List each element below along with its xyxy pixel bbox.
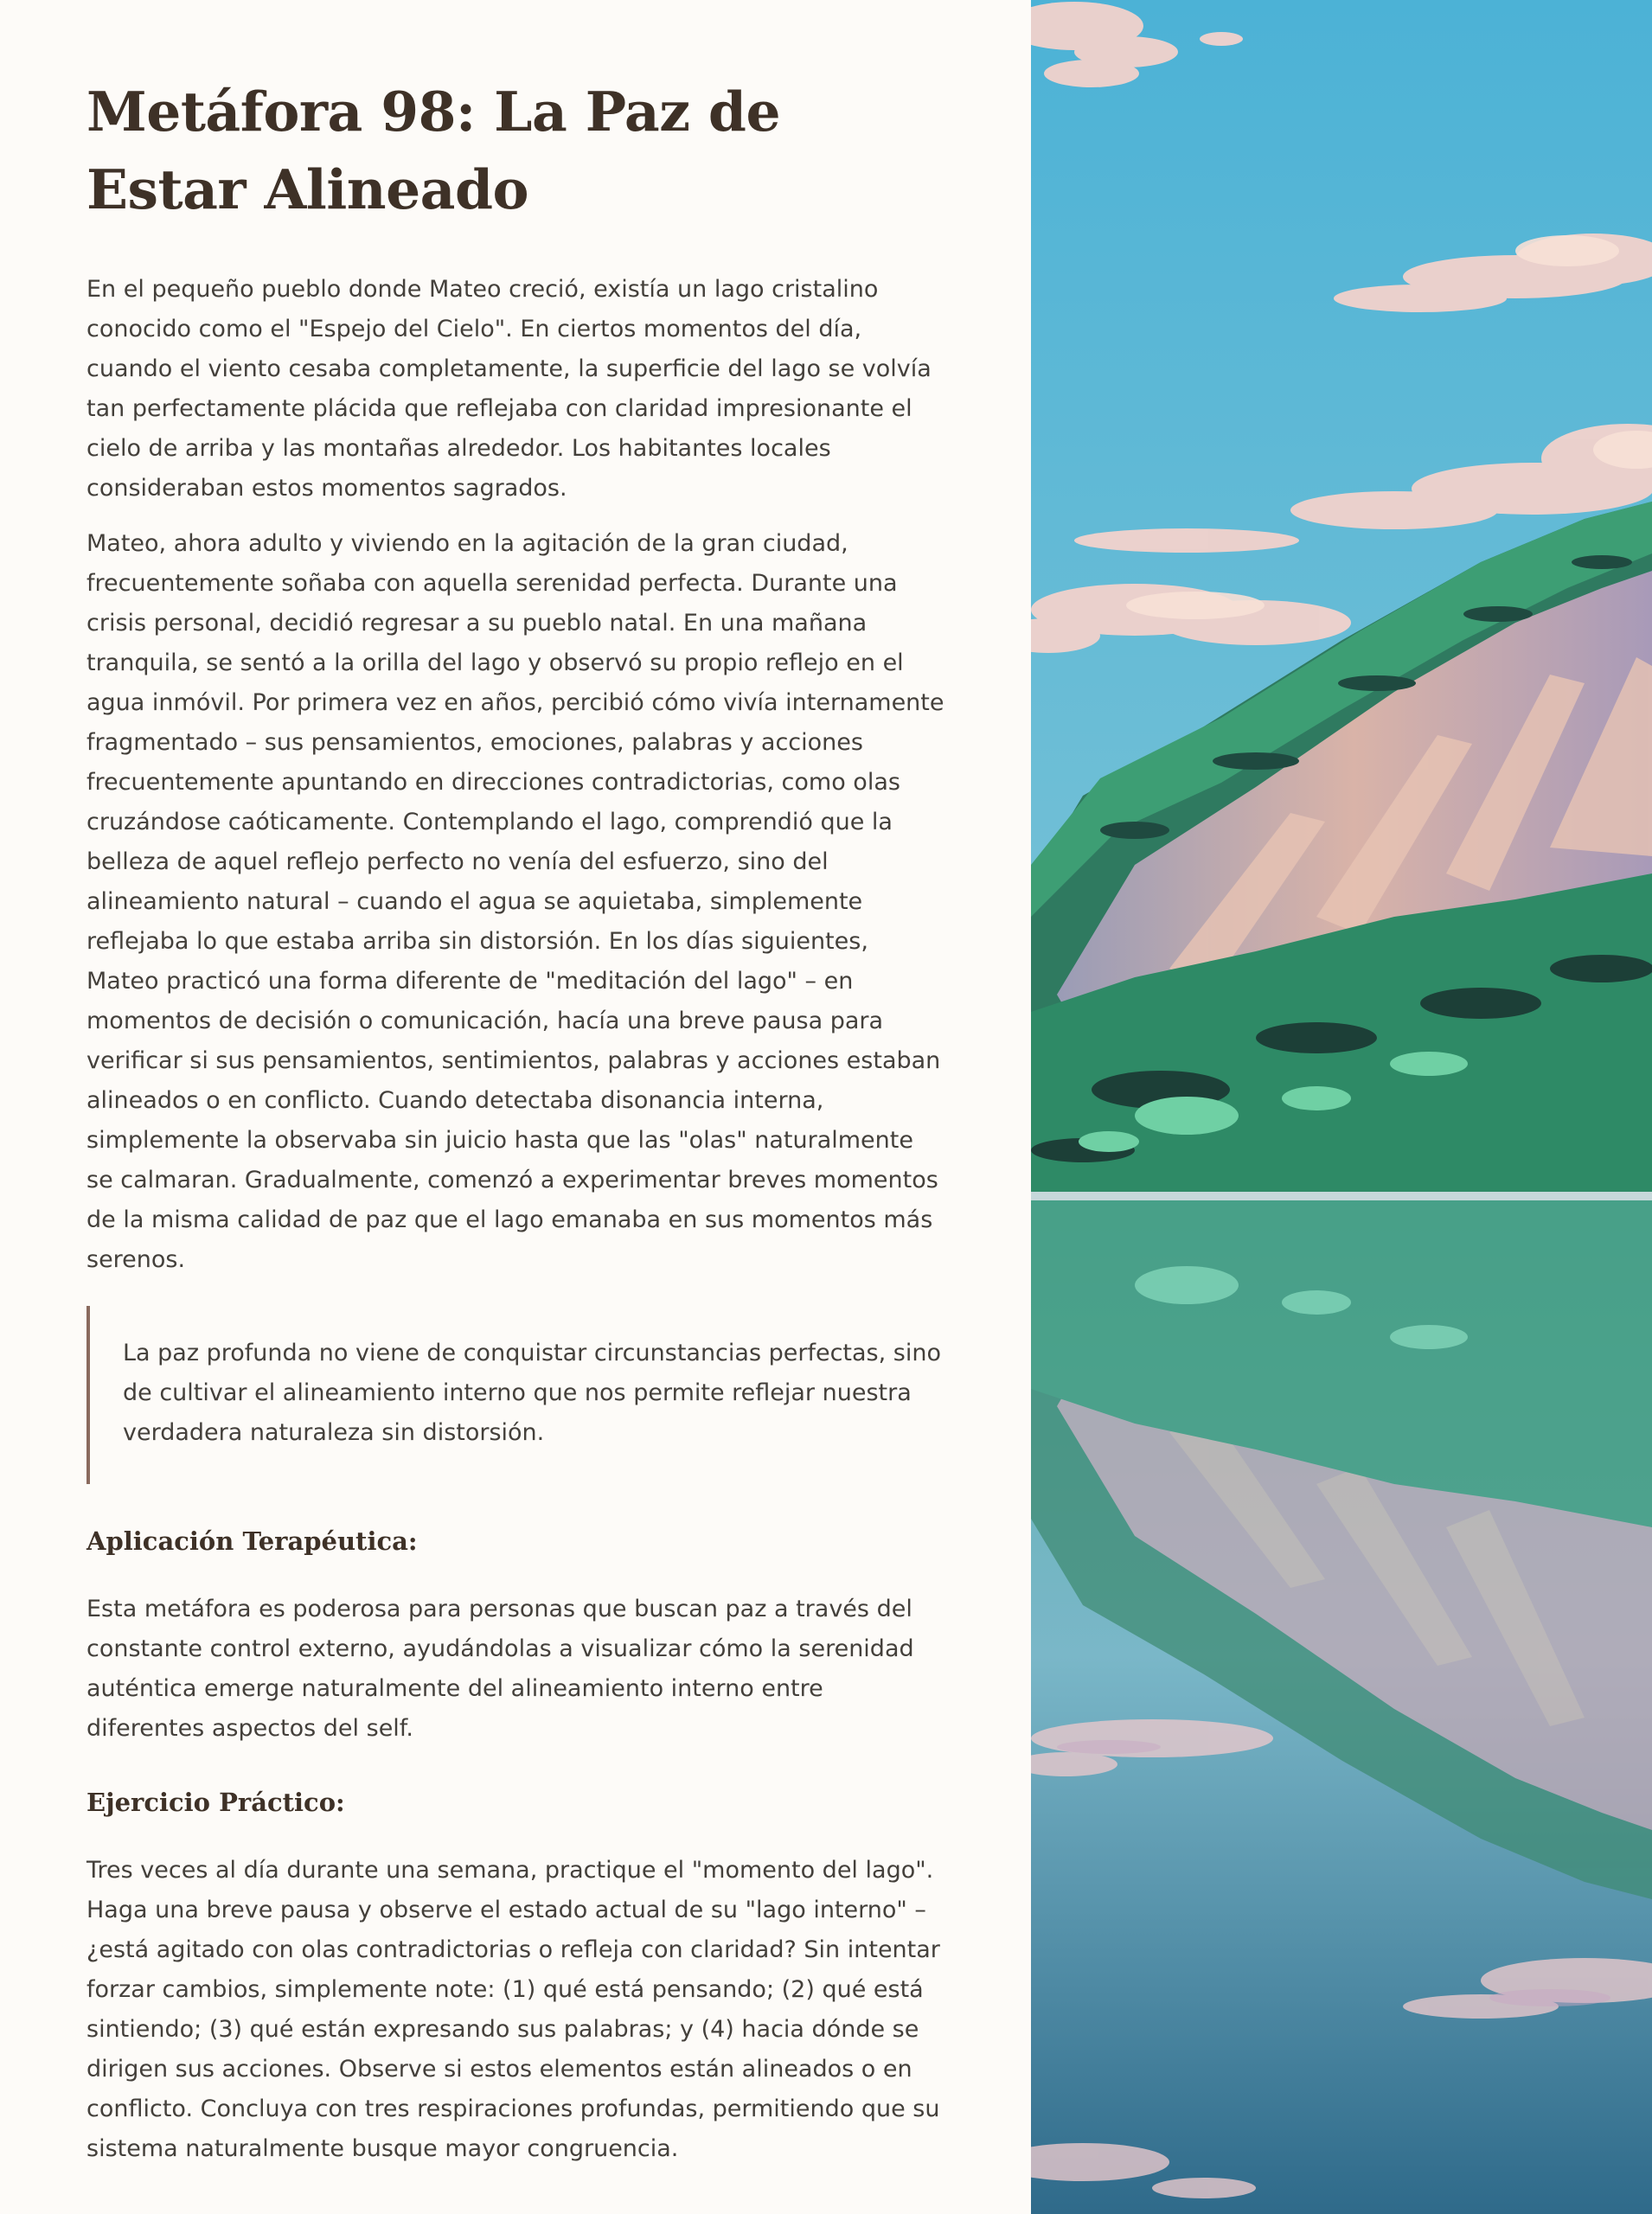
- lake-illustration: [1031, 0, 1652, 2214]
- exercise-heading: Ejercicio Práctico:: [86, 1788, 345, 1817]
- quote-text: La paz profunda no viene de conquistar circunstancias perfectas, sino de cultivar el alineamiento interno que nos permite reflejar nuestra verdadera naturaleza sin distorsión.: [123, 1340, 941, 1446]
- exercise-text: Tres veces al día durante una semana, practique el "momento del lago". Haga una breve pausa y observe el estado actual de su "lago interno" – ¿está agitado con olas contradictorias o refleja con claridad? Sin intentar forzar cambios, simplemente note: (1) qué está pensando; (2) qué está sintiendo; (3) qué están expresando sus palabras; y (4) hacia dónde se dirigen sus acciones. Observe si estos elementos están alineados o en conflicto. Concluya con tres respiraciones profundas, permitiendo que su sistema naturalmente busque mayor congruencia.: [86, 1857, 940, 2162]
- application-heading: Aplicación Terapéutica:: [86, 1526, 418, 1556]
- blockquote: [86, 1306, 944, 1484]
- application-text: Esta metáfora es poderosa para personas que buscan paz a través del constante control externo, ayudándolas a visualizar cómo la serenidad auténtica emerge naturalmente del alineamiento interno entre diferentes aspectos del self.: [86, 1596, 914, 1742]
- paragraph-intro: En el pequeño pueblo donde Mateo creció, existía un lago cristalino conocido como el "Espejo del Cielo". En ciertos momentos del día, cuando el viento cesaba completamente, la superficie del lago se volvía tan perfectamente plácida que reflejaba con claridad impresionante el cielo de arriba y las montañas alrededor. Los habitantes locales consideraban estos momentos sagrados.: [86, 276, 932, 502]
- page-title: Metáfora 98: La Paz de Estar Alineado: [86, 80, 781, 221]
- lake-reflection-painting: [1031, 0, 1652, 2214]
- paragraph-story: Mateo, ahora adulto y viviendo en la agitación de la gran ciudad, frecuentemente soñaba con aquella serenidad perfecta. Durante una crisis personal, decidió regresar a su pueblo natal. En una mañana tranquila, se sentó a la orilla del lago y observó su propio reflejo en el agua inmóvil. Por primera vez en años, percibió cómo vivía internamente fragmentado – sus pensamientos, emociones, palabras y acciones frecuentemente apuntando en direcciones contradictorias, como olas cruzándose caóticamente. Contemplando el lago, comprendió que la belleza de aquel reflejo perfecto no venía del esfuerzo, sino del alineamiento natural – cuando el agua se aquietaba, simplemente reflejaba lo que estaba arriba sin distorsión. En los días siguientes, Mateo practicó una forma diferente de "meditación del lago" – en momentos de decisión o comunicación, hacía una breve pausa para verificar si sus pensamientos, sentimientos, palabras y acciones estaban alineados o en conflicto. Cuando detectaba disonancia interna, simplemente la observaba sin juicio hasta que las "olas" naturalmente se calmaran. Gradualmente, comenzó a experimentar breves momentos de la misma calidad de paz que el lago emanaba en sus momentos más serenos.: [86, 530, 944, 1273]
